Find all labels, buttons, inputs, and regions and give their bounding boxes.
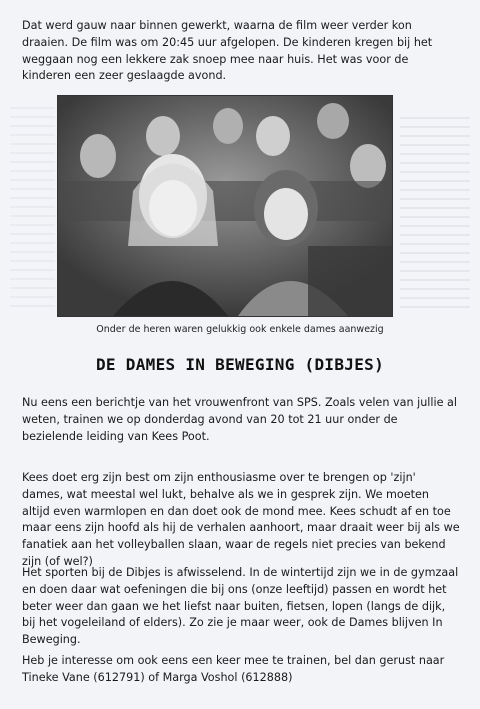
body-paragraph: Het sporten bij de Dibjes is afwisselend. In de wintertijd zijn we in de gymzaal en doen daar wat oefeningen die bij ons (onze leeftijd) passen en wordt het beter weer dan gaan we het liefst naar buiten, fietsen, lopen (langs de dijk, bij het vogeleiland of elders). Zo zie je maar weer, ook de Dames blijven In Beweging.	[22, 566, 459, 647]
photo-caption: Onder de heren waren gelukkig ook enkele dames aanwezig	[96, 324, 384, 335]
photo-image	[58, 96, 392, 316]
section-heading: DE DAMES IN BEWEGING (DIBJES)	[95, 355, 385, 374]
body-paragraph: Kees doet erg zijn best om zijn enthousiasme over te brengen op 'zijn' dames, wat meestal wel lukt, behalve als we in gesprek zijn. We moeten altijd even warmlopen en dan doet ook de mond mee. Kees schudt af en toe maar eens zijn hoofd als hij de verhalen aanhoort, maar draait weer bij als we fanatiek aan het volleyballen slaan, waar de regels niet precies van bekend zijn (of wel?)	[22, 471, 460, 568]
body-paragraph: Heb je interesse om ook eens een keer mee te trainen, bel dan gerust naar Tineke Vane (612791) of Marga Voshol (612888)	[22, 654, 445, 684]
show-through-text	[10, 100, 55, 310]
intro-paragraph: Dat werd gauw naar binnen gewerkt, waarna de film weer verder kon draaien. De film was om 20:45 uur afgelopen. De kinderen kregen bij het weggaan nog een lekkere zak snoep mee naar huis. Het was voor de kinderen een zeer geslaagde avond.	[22, 19, 433, 83]
body-paragraph: Nu eens een berichtje van het vrouwenfront van SPS. Zoals velen van jullie al weten, trainen we op donderdag avond van 20 tot 21 uur onder de bezielende leiding van Kees Poot.	[22, 396, 458, 443]
group-photo	[57, 95, 393, 317]
show-through-text	[400, 110, 470, 310]
